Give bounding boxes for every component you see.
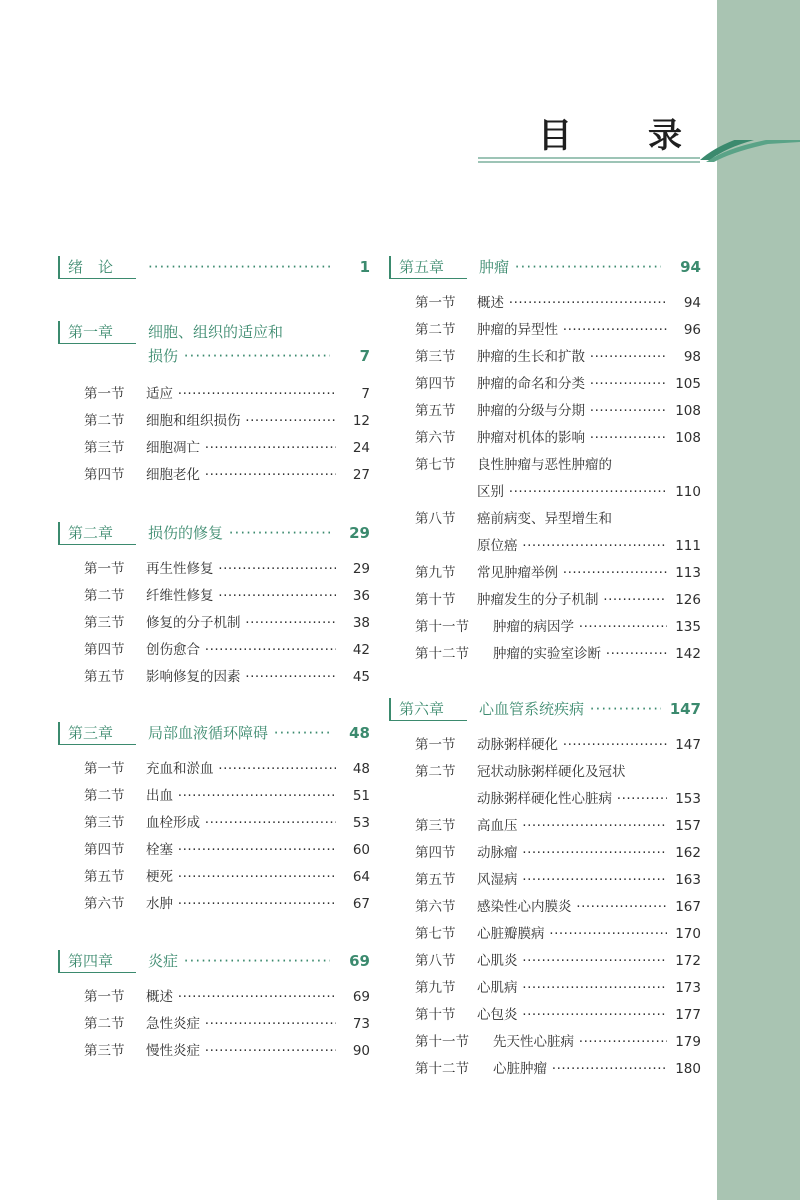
chapter-page-number: 7 (356, 343, 370, 369)
section-number: 第十二节 (415, 646, 469, 662)
section-title: 概述 ····· (146, 984, 336, 1011)
section-title: 良性肿瘤与恶性肿瘤的 (477, 457, 612, 473)
section-title: 感染性心内膜炎 ····· (477, 894, 667, 921)
toc-section-entry[interactable] (389, 894, 701, 921)
section-number: 第三节 (415, 818, 456, 834)
chapter-heading[interactable] (58, 722, 370, 744)
section-title: 充血和淤血 ····· (146, 756, 336, 783)
chapter-underline (58, 278, 136, 279)
section-page-number: 51 (352, 788, 370, 804)
section-page-number: 90 (352, 1043, 370, 1059)
section-number: 第一节 (415, 737, 456, 753)
section-page-number: 29 (352, 561, 370, 577)
chapter-marker-bar (58, 256, 60, 278)
toc-section-entry[interactable] (58, 664, 370, 691)
title-swoosh-decoration (470, 140, 800, 180)
section-number: 第五节 (415, 872, 456, 888)
section-title: 细胞老化 ····· (146, 462, 336, 489)
toc-section-entry[interactable] (389, 921, 701, 948)
section-title: 适应 ····· (146, 381, 336, 408)
page-title-char-1: 目 (538, 116, 572, 156)
section-number: 第七节 (415, 926, 456, 942)
section-page-number: 113 (675, 565, 701, 581)
chapter-heading[interactable] (389, 256, 701, 278)
chapter-page-number: 147 (666, 698, 701, 720)
section-title: 肿瘤的生长和扩散 ····· (477, 344, 667, 371)
section-page-number: 180 (675, 1061, 701, 1077)
section-page-number: 162 (675, 845, 701, 861)
chapter-label: 第五章 (399, 258, 445, 276)
section-number: 第二节 (415, 322, 456, 338)
chapter-title-text: 炎症 (148, 952, 179, 970)
section-title: 肿瘤发生的分子机制 ····· (477, 587, 667, 614)
toc-section-entry[interactable] (58, 810, 370, 837)
chapter-block (58, 950, 370, 1065)
section-number: 第七节 (415, 457, 456, 473)
section-page-number: 53 (352, 815, 370, 831)
section-title: 心肌病 ····· (477, 975, 667, 1002)
chapter-underline (389, 720, 467, 721)
toc-section-entry[interactable] (389, 1002, 701, 1029)
section-title: 先天性心脏病 ····· (493, 1029, 667, 1056)
section-title: 肿瘤的病因学 ····· (493, 614, 667, 641)
chapter-title (148, 950, 330, 972)
chapter-label: 第二章 (68, 524, 114, 542)
section-number: 第二节 (84, 413, 125, 429)
section-number: 第八节 (415, 953, 456, 969)
toc-section-entry[interactable] (58, 864, 370, 891)
toc-section-entry[interactable] (58, 556, 370, 583)
section-number: 第十节 (415, 1007, 456, 1023)
section-page-number: 73 (352, 1016, 370, 1032)
section-number: 第三节 (84, 440, 125, 456)
section-page-number: 36 (352, 588, 370, 604)
section-page-number: 94 (683, 295, 701, 311)
toc-section-entry[interactable] (58, 610, 370, 637)
section-title: 冠状动脉粥样硬化及冠状 (477, 764, 626, 780)
section-title: 血栓形成 ····· (146, 810, 336, 837)
toc-section-entry[interactable] (389, 479, 701, 506)
section-page-number: 108 (675, 403, 701, 419)
section-number: 第三节 (415, 349, 456, 365)
section-title: 区别 ····· (477, 479, 667, 506)
toc-section-entry[interactable] (389, 614, 701, 641)
section-title: 动脉瘤 ····· (477, 840, 667, 867)
section-title: 梗死 ····· (146, 864, 336, 891)
section-number: 第二节 (84, 588, 125, 604)
section-number: 第四节 (84, 842, 125, 858)
toc-section-entry[interactable] (58, 837, 370, 864)
toc-section-entry[interactable] (389, 759, 701, 786)
chapter-underline (58, 972, 136, 973)
section-title: 纤维性修复 ····· (146, 583, 336, 610)
section-title: 栓塞 ····· (146, 837, 336, 864)
section-page-number: 48 (352, 761, 370, 777)
section-number: 第四节 (415, 845, 456, 861)
section-page-number: 170 (675, 926, 701, 942)
section-page-number: 157 (675, 818, 701, 834)
chapter-marker-bar (389, 698, 391, 720)
section-number: 第一节 (84, 561, 125, 577)
chapter-underline (58, 544, 136, 545)
toc-section-entry[interactable] (389, 506, 701, 533)
toc-section-entry[interactable] (389, 560, 701, 587)
section-number: 第二节 (84, 1016, 125, 1032)
toc-section-entry[interactable] (58, 783, 370, 810)
section-title: 急性炎症 ····· (146, 1011, 336, 1038)
toc-section-entry[interactable] (389, 867, 701, 894)
toc-section-entry[interactable] (58, 891, 370, 918)
section-number: 第八节 (415, 511, 456, 527)
chapter-title (479, 698, 661, 720)
section-page-number: 24 (352, 440, 370, 456)
chapter-underline (389, 278, 467, 279)
chapter-title (148, 522, 330, 544)
toc-section-entry[interactable] (389, 948, 701, 975)
section-page-number: 142 (675, 646, 701, 662)
section-page-number: 153 (675, 791, 701, 807)
section-title: 癌前病变、异型增生和 (477, 511, 612, 527)
chapter-label: 第一章 (68, 323, 114, 341)
chapter-label: 第六章 (399, 700, 445, 718)
toc-section-entry[interactable] (58, 408, 370, 435)
chapter-title (148, 722, 330, 744)
toc-section-entry[interactable] (58, 984, 370, 1011)
section-title: 创伤愈合 ····· (146, 637, 336, 664)
section-number: 第十一节 (415, 619, 469, 635)
chapter-page-number: 29 (345, 522, 370, 544)
chapter-page-number: 94 (676, 256, 701, 278)
section-page-number: 147 (675, 737, 701, 753)
section-page-number: 126 (675, 592, 701, 608)
chapter-title-text: 肿瘤 (479, 258, 510, 276)
section-title: 原位癌 ····· (477, 533, 667, 560)
section-title: 常见肿瘤举例 ····· (477, 560, 667, 587)
chapter-block (389, 698, 701, 1083)
page-title (470, 100, 800, 180)
chapter-marker-bar (389, 256, 391, 278)
chapter-label: 第三章 (68, 724, 114, 742)
toc-section-entry[interactable] (58, 381, 370, 408)
section-page-number: 38 (352, 615, 370, 631)
section-number: 第一节 (84, 989, 125, 1005)
section-number: 第九节 (415, 565, 456, 581)
section-page-number: 12 (352, 413, 370, 429)
toc-section-entry[interactable] (389, 813, 701, 840)
toc-section-entry[interactable] (58, 1038, 370, 1065)
section-number: 第六节 (84, 896, 125, 912)
chapter-marker-bar (58, 321, 60, 343)
chapter-block (389, 256, 701, 668)
section-title: 动脉粥样硬化 ····· (477, 732, 667, 759)
toc-section-entry[interactable] (389, 975, 701, 1002)
toc-section-entry[interactable] (389, 371, 701, 398)
section-page-number: 42 (352, 642, 370, 658)
section-title: 细胞和组织损伤 ····· (146, 408, 336, 435)
section-title: 出血 ····· (146, 783, 336, 810)
toc-section-entry[interactable] (58, 435, 370, 462)
toc-section-entry[interactable] (58, 462, 370, 489)
section-page-number: 179 (675, 1034, 701, 1050)
section-title: 肿瘤的命名和分类 ····· (477, 371, 667, 398)
section-page-number: 111 (675, 538, 701, 554)
chapter-marker-bar (58, 522, 60, 544)
toc-section-entry[interactable] (389, 732, 701, 759)
section-page-number: 69 (352, 989, 370, 1005)
section-page-number: 173 (675, 980, 701, 996)
section-number: 第四节 (84, 642, 125, 658)
chapter-heading[interactable] (389, 698, 701, 720)
section-number: 第四节 (84, 467, 125, 483)
toc-section-entry[interactable] (389, 1029, 701, 1056)
section-number: 第五节 (84, 669, 125, 685)
section-page-number: 60 (352, 842, 370, 858)
section-number: 第九节 (415, 980, 456, 996)
chapter-block (58, 256, 370, 290)
chapter-title-text: 局部血液循环障碍 (148, 724, 269, 742)
toc-section-entry[interactable] (389, 1056, 701, 1083)
toc-section-entry[interactable] (389, 398, 701, 425)
chapter-title (479, 256, 661, 278)
chapter-page-number: 48 (345, 722, 370, 744)
section-title: 心脏肿瘤 ····· (493, 1056, 667, 1083)
section-title: 风湿病 ····· (477, 867, 667, 894)
chapter-title-text: 细胞、组织的适应和 (148, 323, 284, 341)
section-number: 第二节 (415, 764, 456, 780)
section-title: 高血压 ····· (477, 813, 667, 840)
section-number: 第一节 (84, 761, 125, 777)
chapter-page-number: 69 (345, 950, 370, 972)
chapter-marker-bar (58, 722, 60, 744)
toc-section-entry[interactable] (389, 641, 701, 668)
section-title: 概述 ····· (477, 290, 667, 317)
section-title: 肿瘤对机体的影响 ····· (477, 425, 667, 452)
toc-section-entry[interactable] (389, 425, 701, 452)
chapter-block (58, 722, 370, 918)
toc-section-entry[interactable] (389, 452, 701, 479)
chapter-label: 绪 论 (68, 258, 114, 276)
section-title: 心脏瓣膜病 ····· (477, 921, 667, 948)
toc-section-entry[interactable] (389, 290, 701, 317)
section-page-number: 135 (675, 619, 701, 635)
chapter-block (58, 321, 370, 489)
section-page-number: 105 (675, 376, 701, 392)
chapter-block (58, 522, 370, 691)
chapter-marker-bar (58, 950, 60, 972)
chapter-heading[interactable] (58, 321, 370, 343)
section-number: 第三节 (84, 815, 125, 831)
section-number: 第一节 (415, 295, 456, 311)
chapter-title-text: 心血管系统疾病 (479, 700, 585, 718)
section-title: 修复的分子机制 ····· (146, 610, 336, 637)
toc-section-entry[interactable] (389, 840, 701, 867)
section-title: 肿瘤的分级与分期 ····· (477, 398, 667, 425)
chapter-heading[interactable] (58, 256, 370, 278)
section-page-number: 96 (683, 322, 701, 338)
toc-section-entry[interactable] (58, 756, 370, 783)
section-page-number: 163 (675, 872, 701, 888)
chapter-title-line2: 损伤 ····· (148, 343, 330, 369)
section-page-number: 27 (352, 467, 370, 483)
section-title: 肿瘤的实验室诊断 ····· (493, 641, 667, 668)
section-page-number: 172 (675, 953, 701, 969)
section-number: 第五节 (84, 869, 125, 885)
page-title-char-2: 录 (648, 116, 682, 156)
chapter-title (148, 256, 330, 278)
chapter-title-text: 损伤的修复 (148, 524, 224, 542)
section-title: 动脉粥样硬化性心脏病 ····· (477, 786, 667, 813)
section-number: 第五节 (415, 403, 456, 419)
section-title: 再生性修复 ····· (146, 556, 336, 583)
chapter-heading[interactable] (58, 522, 370, 544)
section-page-number: 45 (352, 669, 370, 685)
section-page-number: 7 (361, 386, 370, 402)
chapter-heading[interactable] (58, 950, 370, 972)
section-title: 影响修复的因素 ····· (146, 664, 336, 691)
section-number: 第六节 (415, 430, 456, 446)
toc-section-entry[interactable] (389, 786, 701, 813)
toc-section-entry[interactable] (389, 317, 701, 344)
section-number: 第二节 (84, 788, 125, 804)
toc-section-entry[interactable] (58, 583, 370, 610)
section-page-number: 110 (675, 484, 701, 500)
side-color-band (717, 0, 800, 1200)
section-page-number: 64 (352, 869, 370, 885)
toc-section-entry[interactable] (389, 533, 701, 560)
toc-section-entry[interactable] (58, 637, 370, 664)
section-title: 慢性炎症 ····· (146, 1038, 336, 1065)
section-number: 第六节 (415, 899, 456, 915)
chapter-heading-continued[interactable] (58, 343, 370, 369)
section-number: 第三节 (84, 615, 125, 631)
section-title: 细胞凋亡 ····· (146, 435, 336, 462)
section-title: 心包炎 ····· (477, 1002, 667, 1029)
chapter-underline (58, 744, 136, 745)
chapter-title (148, 321, 370, 343)
section-page-number: 98 (683, 349, 701, 365)
section-number: 第十一节 (415, 1034, 469, 1050)
section-number: 第四节 (415, 376, 456, 392)
section-page-number: 167 (675, 899, 701, 915)
section-number: 第十节 (415, 592, 456, 608)
toc-section-entry[interactable] (58, 1011, 370, 1038)
section-number: 第三节 (84, 1043, 125, 1059)
section-title: 水肿 ····· (146, 891, 336, 918)
section-page-number: 67 (352, 896, 370, 912)
section-page-number: 177 (675, 1007, 701, 1023)
section-title: 心肌炎 ····· (477, 948, 667, 975)
toc-section-entry[interactable] (389, 587, 701, 614)
section-number: 第十二节 (415, 1061, 469, 1077)
section-title: 肿瘤的异型性 ····· (477, 317, 667, 344)
section-page-number: 108 (675, 430, 701, 446)
section-number: 第一节 (84, 386, 125, 402)
chapter-label: 第四章 (68, 952, 114, 970)
toc-section-entry[interactable] (389, 344, 701, 371)
chapter-page-number: 1 (356, 256, 370, 278)
